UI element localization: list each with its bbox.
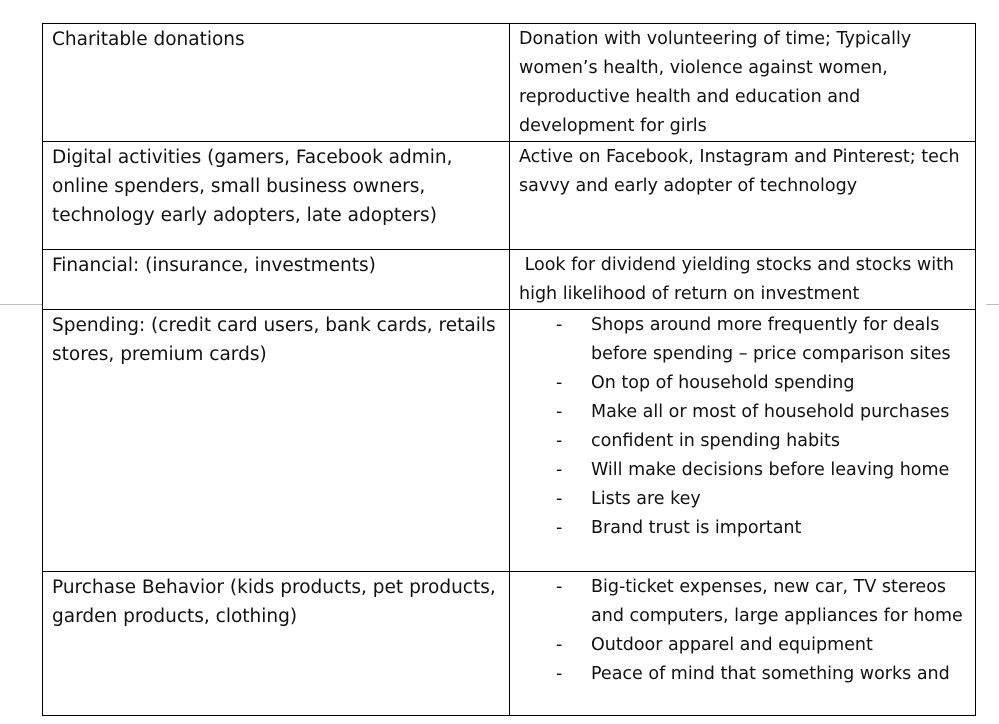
list-item bbox=[519, 631, 966, 660]
bullet-dash: - bbox=[556, 577, 563, 597]
list-item bbox=[519, 573, 966, 631]
category-cell: Purchase Behavior (kids products, pet products, garden products, clothing) bbox=[43, 572, 510, 716]
page-break-rule-left bbox=[0, 304, 42, 305]
detail-cell: Active on Facebook, Instagram and Pinterest; tech savvy and early adopter of technology bbox=[510, 142, 976, 250]
bullet-dash: - bbox=[556, 489, 563, 509]
category-cell: Charitable donations bbox=[43, 24, 510, 142]
bullet-list bbox=[519, 573, 966, 689]
detail-cell: Donation with volunteering of time; Typically women’s health, violence against women, reproductive health and education and development for girls bbox=[510, 24, 976, 142]
category-cell: Financial: (insurance, investments) bbox=[43, 250, 510, 310]
table-row bbox=[43, 310, 976, 572]
table-row bbox=[43, 572, 976, 716]
table-row bbox=[43, 250, 976, 310]
bullet-text: Peace of mind that something works and bbox=[591, 664, 950, 684]
category-cell: Spending: (credit card users, bank cards, retails stores, premium cards) bbox=[43, 310, 510, 572]
segment-table bbox=[42, 23, 976, 716]
list-item bbox=[519, 485, 966, 514]
list-item bbox=[519, 311, 966, 369]
bullet-text: Lists are key bbox=[591, 489, 701, 509]
bullet-text: Make all or most of household purchases bbox=[591, 402, 950, 422]
bullet-text: Will make decisions before leaving home bbox=[591, 460, 950, 480]
bullet-text: On top of household spending bbox=[591, 373, 855, 393]
page-break-rule-right bbox=[986, 304, 999, 305]
list-item bbox=[519, 660, 966, 689]
bullet-text: Outdoor apparel and equipment bbox=[591, 635, 873, 655]
list-item bbox=[519, 398, 966, 427]
detail-cell bbox=[510, 310, 976, 572]
bullet-text: confident in spending habits bbox=[591, 431, 840, 451]
category-cell: Digital activities (gamers, Facebook admin, online spenders, small business owners, technology early adopters, late adopters) bbox=[43, 142, 510, 250]
bullet-dash: - bbox=[556, 402, 563, 422]
bullet-list bbox=[519, 311, 966, 543]
bullet-text: Brand trust is important bbox=[591, 518, 802, 538]
table-row bbox=[43, 24, 976, 142]
bullet-dash: - bbox=[556, 664, 563, 684]
bullet-text: Shops around more frequently for deals before spending – price comparison sites bbox=[591, 315, 951, 364]
list-item bbox=[519, 456, 966, 485]
detail-cell bbox=[510, 572, 976, 716]
bullet-dash: - bbox=[556, 315, 563, 335]
bullet-dash: - bbox=[556, 431, 563, 451]
detail-cell: Look for dividend yielding stocks and stocks with high likelihood of return on investment bbox=[510, 250, 976, 310]
bullet-dash: - bbox=[556, 518, 563, 538]
bullet-dash: - bbox=[556, 635, 563, 655]
table-row bbox=[43, 142, 976, 250]
list-item bbox=[519, 427, 966, 456]
list-item bbox=[519, 369, 966, 398]
bullet-dash: - bbox=[556, 373, 563, 393]
list-item bbox=[519, 514, 966, 543]
bullet-text: Big-ticket expenses, new car, TV stereos and computers, large appliances for home bbox=[591, 577, 963, 626]
bullet-dash: - bbox=[556, 460, 563, 480]
